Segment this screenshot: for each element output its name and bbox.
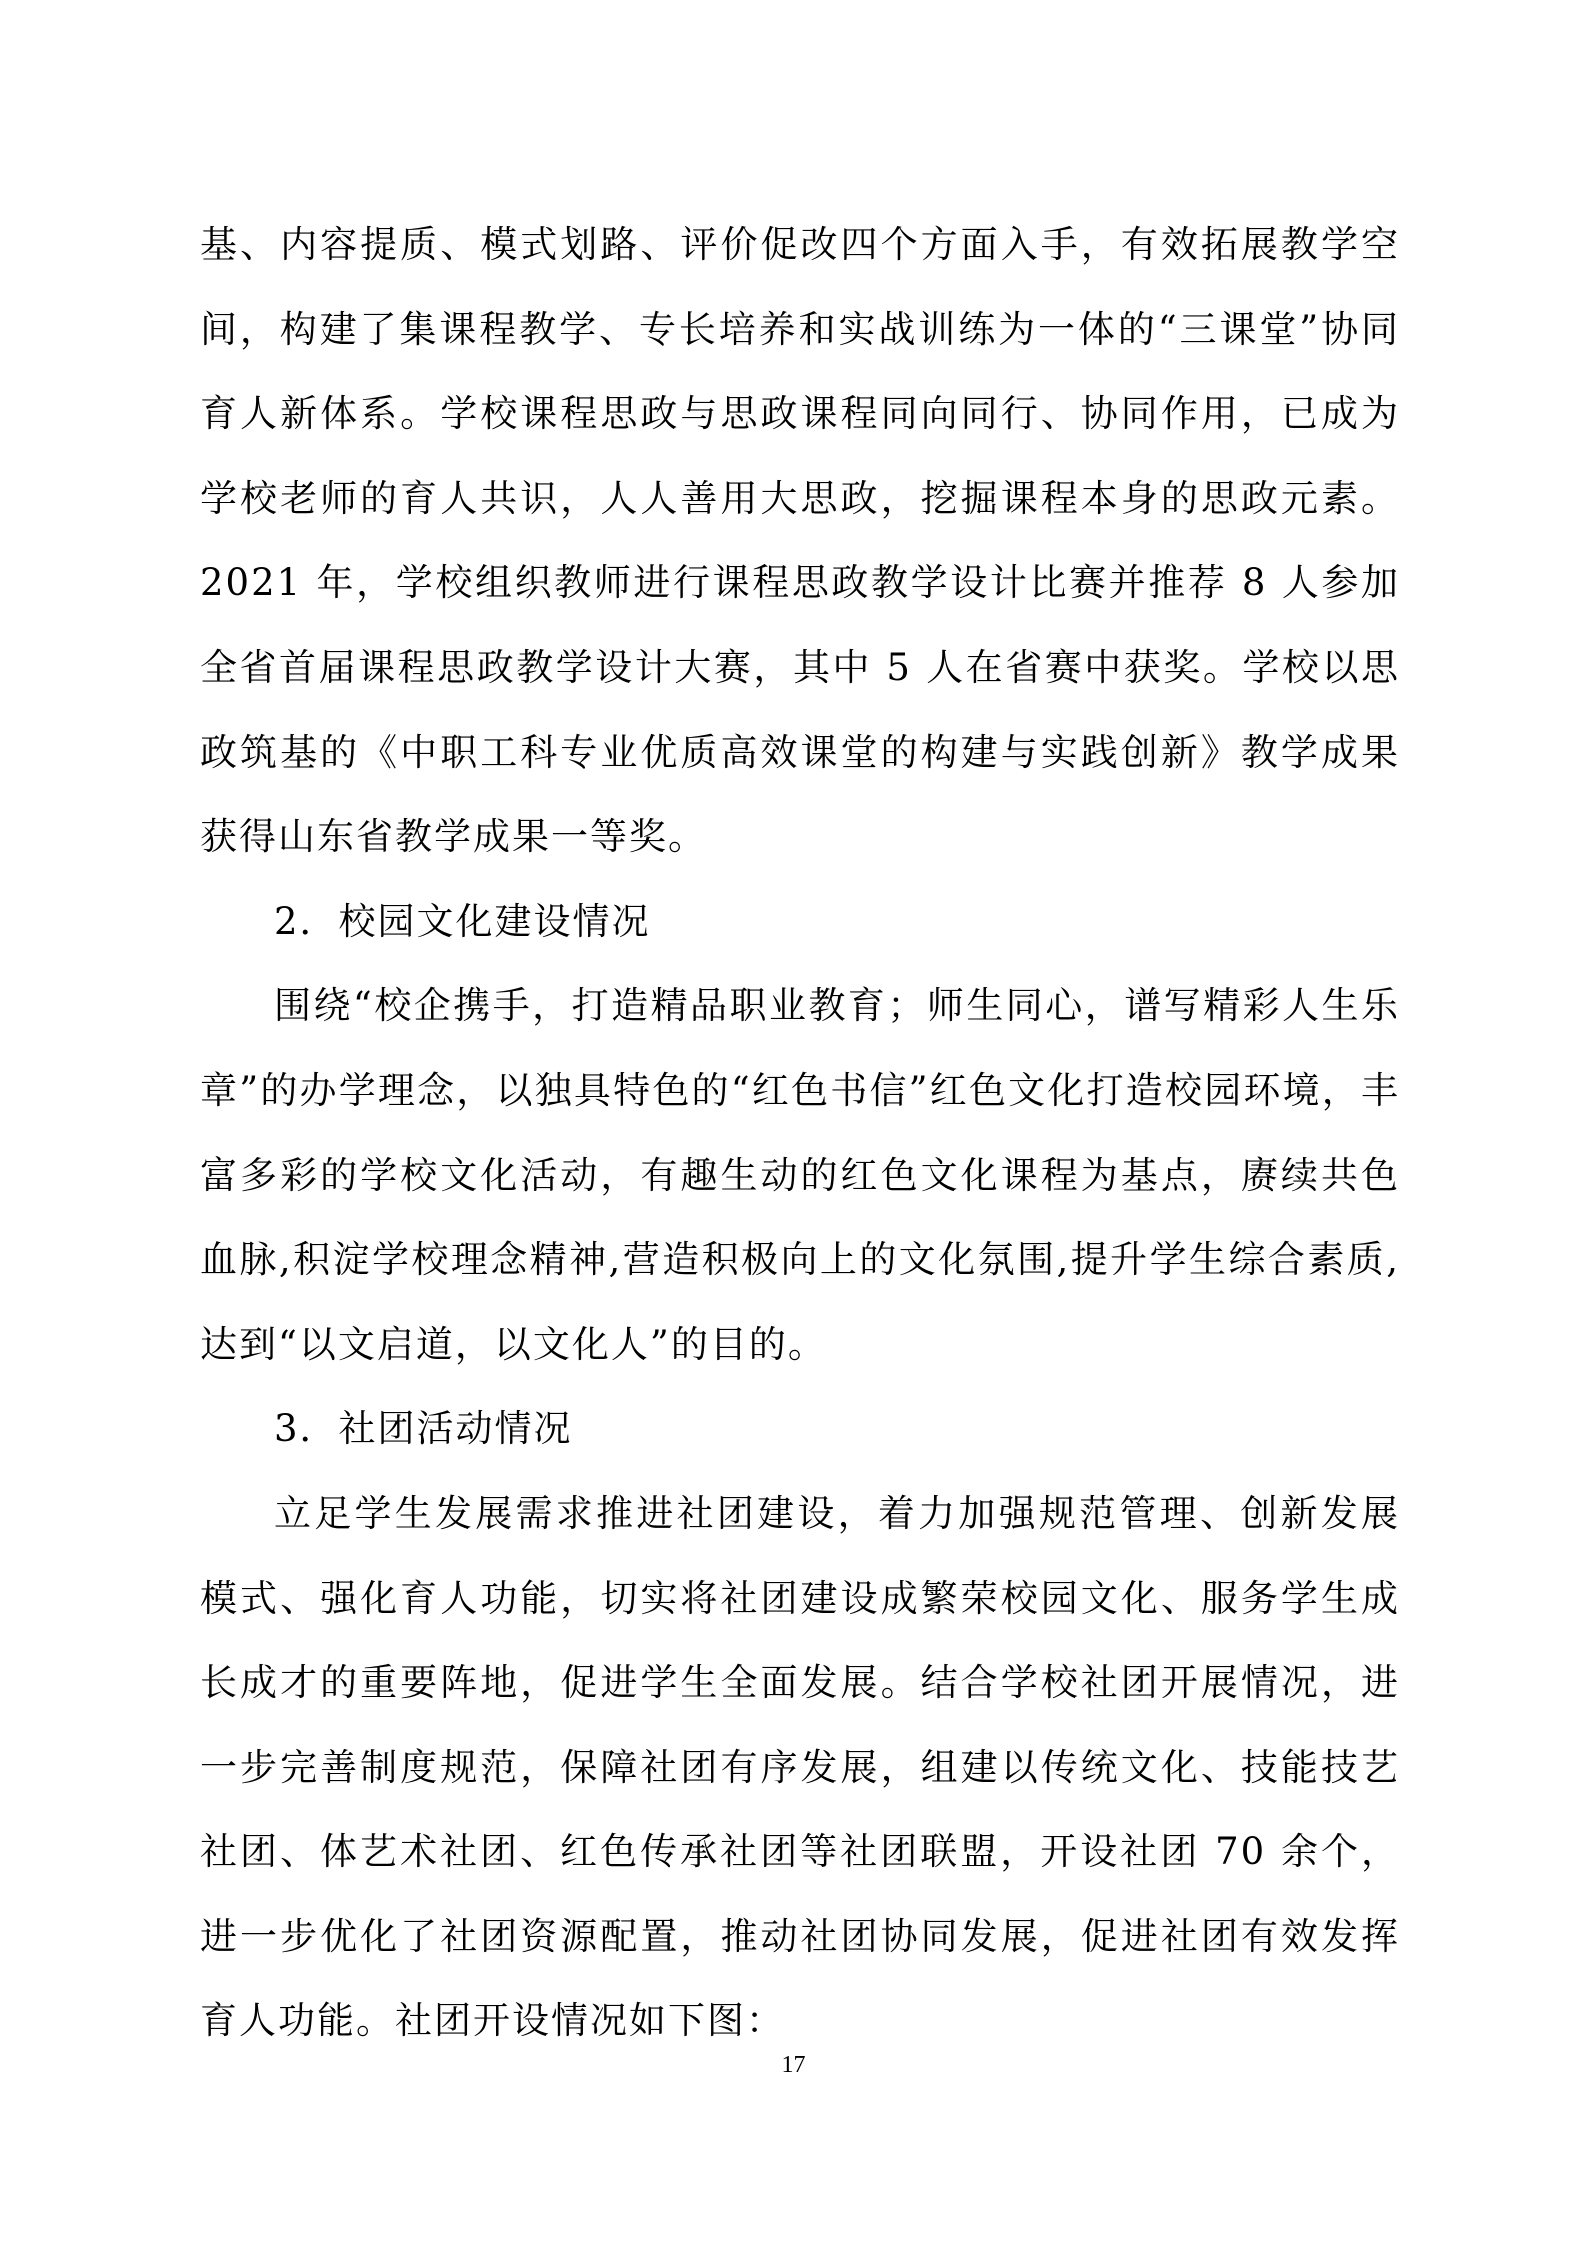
- section-heading-campus-culture: 2．校园文化建设情况: [274, 899, 651, 943]
- paragraph-continuation: 基、内容提质、模式划路、评价促改四个方面入手，有效拓展教学空间，构建了集课程教学、专长培养和实战训练为一体的“三课堂”协同育人新体系。学校课程思政与思政课程同向同行、协同作用，已成为学校老师的育人共识，人人善用大思政，挖掘课程本身的思政元素。2021 年，学校组织教师进行课程思政教学设计比赛并推荐 8 人参加全省首届课程思政教学设计大赛，其中 5 人在省赛中获奖。学校以思政筑基的《中职工科专业优质高效课堂的构建与实践创新》教学成果获得山东省教学成果一等奖。: [200, 223, 1400, 859]
- page-number: 17: [781, 2052, 806, 2078]
- paragraph-campus-culture: 围绕“校企携手，打造精品职业教育；师生同心，谱写精彩人生乐章”的办学理念，以独具特色的“红色书信”红色文化打造校园环境，丰富多彩的学校文化活动，有趣生动的红色文化课程为基点，赓续共色血脉,积淀学校理念精神,营造积极向上的文化氛围,提升学生综合素质,达到“以文启道，以文化人”的目的。: [200, 984, 1400, 1366]
- paragraph-club-activities: 立足学生发展需求推进社团建设，着力加强规范管理、创新发展模式、强化育人功能，切实将社团建设成繁荣校园文化、服务学生成长成才的重要阵地，促进学生全面发展。结合学校社团开展情况，进一步完善制度规范，保障社团有序发展，组建以传统文化、技能技艺社团、体艺术社团、红色传承社团等社团联盟，开设社团 70 余个，进一步优化了社团资源配置，推动社团协同发展，促进社团有效发挥育人功能。社团开设情况如下图：: [200, 1491, 1400, 2043]
- document-body: [200, 203, 1400, 2064]
- section-heading-club-activities: 3．社团活动情况: [274, 1407, 573, 1451]
